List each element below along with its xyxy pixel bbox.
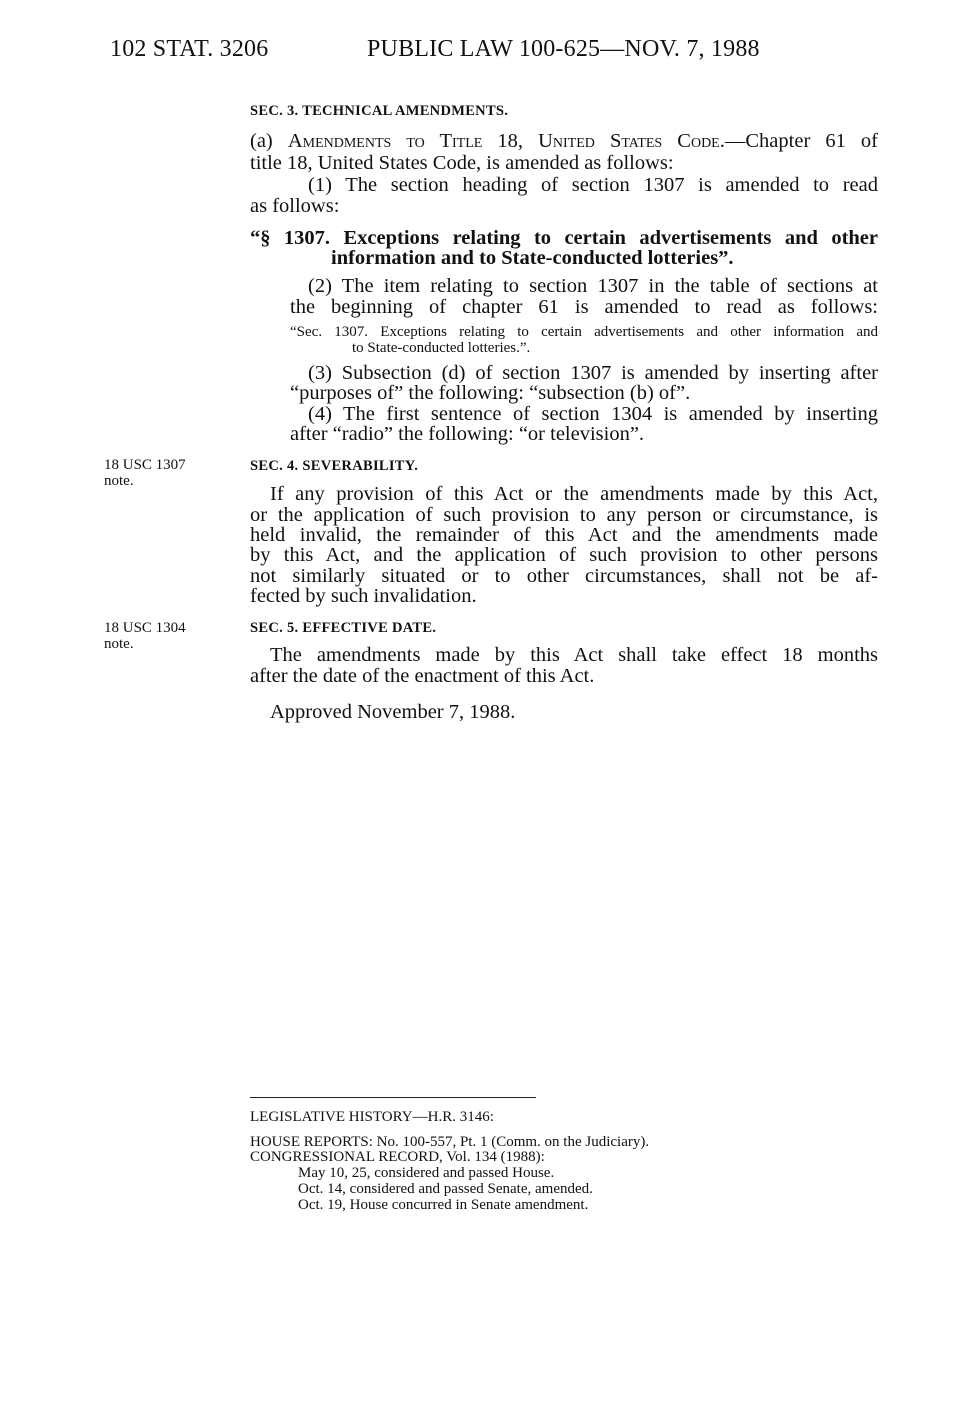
running-head: PUBLIC LAW 100-625—NOV. 7, 1988 — [367, 36, 760, 62]
sec3-quote-line2: information and to State-conducted lotteries”. — [331, 247, 734, 269]
sec3-item-line2: to State-conducted lotteries.”. — [352, 340, 531, 356]
sec4-line4: by this Act, and the application of such provision to other persons — [250, 544, 878, 566]
sec3-p2-line2: the beginning of chapter 61 is amended to read as follows: — [290, 296, 878, 318]
sec3-a-caption: Amendments to Title 18, United States Code — [287, 130, 720, 152]
sec3-p3-line2: “purposes of” the following: “subsection (b) of”. — [290, 382, 691, 404]
sec5-line1: The amendments made by this Act shall take effect 18 months — [270, 644, 878, 666]
sec3-a-rest: .—Chapter 61 of — [719, 130, 878, 152]
margin-note-1304-cite: 18 USC 1304 — [104, 620, 186, 636]
sec3-item-line1: “Sec. 1307. Exceptions relating to certain advertisements and other information and — [290, 324, 878, 340]
sec5-heading: SEC. 5. EFFECTIVE DATE. — [250, 620, 437, 636]
sec5-line2: after the date of the enactment of this Act. — [250, 665, 595, 687]
history-entry: Oct. 14, considered and passed Senate, amended. — [298, 1181, 593, 1197]
sec4-line3: held invalid, the remainder of this Act and the amendments made — [250, 524, 878, 546]
sec3-heading: SEC. 3. TECHNICAL AMENDMENTS. — [250, 103, 509, 119]
footnote-divider — [250, 1097, 536, 1098]
sec3-quote-line1: “§ 1307. Exceptions relating to certain advertisements and other — [250, 227, 878, 249]
sec3-a-line2: title 18, United States Code, is amended as follows: — [250, 152, 674, 174]
margin-note-1307-note: note. — [104, 473, 134, 489]
congressional-record: CONGRESSIONAL RECORD, Vol. 134 (1988): — [250, 1149, 545, 1165]
sec3-p1-line1: (1) The section heading of section 1307 is amended to read — [308, 174, 878, 196]
margin-note-1307-cite: 18 USC 1307 — [104, 457, 186, 473]
sec4-line5: not similarly situated or to other circumstances, shall not be af- — [250, 565, 878, 587]
sec3-p4-line1: (4) The first sentence of section 1304 is amended by inserting — [308, 403, 878, 425]
sec4-line6: fected by such invalidation. — [250, 585, 477, 607]
history-entry: May 10, 25, considered and passed House. — [298, 1165, 555, 1181]
sec3-a-line1 — [250, 131, 878, 151]
sec3-p1-line2: as follows: — [250, 195, 340, 217]
sec4-line2: or the application of such provision to any person or circumstance, is — [250, 504, 878, 526]
page-number: 102 STAT. 3206 — [110, 36, 269, 62]
legislative-history-title: LEGISLATIVE HISTORY—H.R. 3146: — [250, 1109, 494, 1125]
sec3-p2-line1: (2) The item relating to section 1307 in the table of sections at — [308, 275, 878, 297]
sec3-p4-line2: after “radio” the following: “or television”. — [290, 423, 645, 445]
margin-note-1304 — [104, 620, 186, 652]
house-reports: HOUSE REPORTS: No. 100-557, Pt. 1 (Comm. on the Judiciary). — [250, 1134, 650, 1150]
approved-date: Approved November 7, 1988. — [270, 701, 516, 723]
sec3-p3-line1: (3) Subsection (d) of section 1307 is amended by inserting after — [308, 362, 878, 384]
sec4-line1: If any provision of this Act or the amendments made by this Act, — [270, 483, 878, 505]
sec4-heading: SEC. 4. SEVERABILITY. — [250, 458, 419, 474]
margin-note-1307 — [104, 457, 186, 489]
history-entry: Oct. 19, House concurred in Senate amendment. — [298, 1197, 589, 1213]
margin-note-1304-note: note. — [104, 636, 134, 652]
sec3-a-prefix: (a) — [250, 130, 288, 152]
